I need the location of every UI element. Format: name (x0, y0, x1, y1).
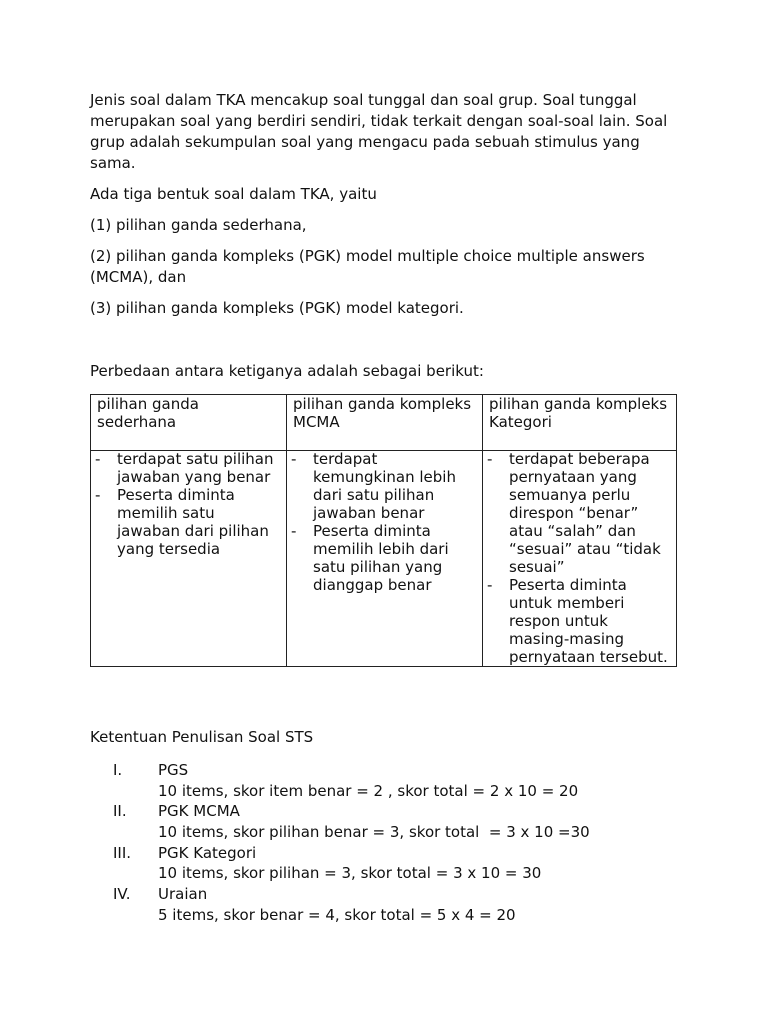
table-bullet-item (291, 450, 456, 522)
table-header-line: pilihan ganda kompleks (293, 395, 472, 413)
table-bullet-line: satu pilihan yang (313, 558, 443, 576)
table-header-line: Kategori (489, 413, 552, 431)
comparison-table (90, 394, 677, 667)
bullet-marker: - (487, 576, 493, 594)
rules-title (90, 727, 313, 748)
rules-item-detail: 5 items, skor benar = 4, skor total = 5 x 4 = 20 (158, 905, 516, 924)
rules-item-name: Uraian (158, 885, 208, 904)
rules-item (90, 760, 590, 801)
rules-list (90, 760, 590, 926)
table-header-simple (97, 395, 199, 431)
comparison-intro (90, 361, 484, 382)
rules-item-name: PGK Kategori (158, 843, 257, 862)
rules-title-text: Ketentuan Penulisan Soal STS (90, 728, 314, 746)
table-bullet-item (95, 450, 273, 486)
form-item-1 (90, 215, 307, 236)
table-bullet-line: masing-masing (509, 630, 625, 648)
rules-item-numeral: I. (113, 761, 123, 779)
table-bullet-line: Peserta diminta (313, 522, 431, 540)
rules-item-detail: 10 items, skor pilihan = 3, skor total = 3 x 10 = 30 (158, 864, 542, 883)
form-item-line: (2) pilihan ganda kompleks (PGK) model multiple choice multiple answers (90, 247, 645, 265)
rules-item-name: PGS (158, 761, 189, 779)
comparison-intro-text: Perbedaan antara ketiganya adalah sebagai berikut: (90, 362, 484, 380)
rules-item-numeral: IV. (113, 885, 131, 904)
table-bullet-line: semuanya perlu (509, 486, 631, 504)
rules-item-numeral: II. (113, 802, 127, 821)
intro-line: grup adalah sekumpulan soal yang mengacu pada sebuah stimulus yang (90, 133, 640, 151)
intro-line: Jenis soal dalam TKA mencakup soal tunggal dan soal grup. Soal tunggal (90, 91, 637, 109)
rules-item (90, 843, 590, 884)
table-bullet-line: jawaban dari pilihan (117, 522, 269, 540)
form-item-3 (90, 298, 464, 319)
rules-item-detail: 10 items, skor item benar = 2 , skor total = 2 x 10 = 20 (158, 781, 579, 800)
table-bullet-line: pernyataan tersebut. (509, 648, 668, 666)
table-bullet-line: untuk memberi (509, 594, 625, 612)
table-header-line: MCMA (293, 413, 340, 431)
table-bullet-line: atau “salah” dan (509, 522, 636, 540)
table-bullet-line: Peserta diminta (509, 576, 627, 594)
table-bullet-item (291, 522, 456, 594)
table-bullet-item (95, 486, 273, 558)
table-bullet-line: memilih satu (117, 504, 215, 522)
table-bullet-line: memilih lebih dari (313, 540, 449, 558)
intro-line: merupakan soal yang berdiri sendiri, tidak terkait dengan soal-soal lain. Soal (90, 112, 668, 130)
table-bullet-line: “sesuai” atau “tidak (509, 540, 661, 558)
form-item-2 (90, 246, 645, 288)
table-bullet-line: terdapat beberapa (509, 450, 650, 468)
table-bullet-line: kemungkinan lebih (313, 468, 456, 486)
rules-item-numeral: III. (113, 843, 132, 862)
table-header-line: pilihan ganda kompleks (489, 395, 668, 413)
form-item-line: (MCMA), dan (90, 268, 187, 286)
table-header-line: pilihan ganda (97, 395, 199, 413)
form-item-line: (3) pilihan ganda kompleks (PGK) model kategori. (90, 299, 464, 317)
rules-item-detail: 10 items, skor pilihan benar = 3, skor total = 3 x 10 =30 (158, 823, 590, 842)
bullet-marker: - (487, 450, 493, 468)
table-bullet-line: terdapat satu pilihan (117, 450, 274, 468)
forms-intro (90, 184, 377, 205)
table-bullet-item (487, 450, 668, 576)
table-column-divider (482, 395, 483, 666)
intro-line: sama. (90, 154, 136, 172)
table-bullet-line: yang tersedia (117, 540, 221, 558)
table-header-mcma (293, 395, 471, 431)
table-cell-simple (95, 450, 273, 558)
table-bullet-line: dari satu pilihan (313, 486, 435, 504)
rules-item (90, 801, 590, 842)
table-bullet-line: jawaban yang benar (117, 468, 271, 486)
bullet-marker: - (95, 450, 101, 468)
forms-intro-text: Ada tiga bentuk soal dalam TKA, yaitu (90, 185, 377, 203)
rules-item-name: PGK MCMA (158, 802, 240, 821)
table-bullet-line: respon untuk (509, 612, 608, 630)
intro-paragraph (90, 90, 667, 174)
table-bullet-line: terdapat (313, 450, 378, 468)
table-column-divider (286, 395, 287, 666)
table-bullet-line: sesuai” (509, 558, 565, 576)
bullet-marker: - (291, 522, 297, 540)
form-item-line: (1) pilihan ganda sederhana, (90, 216, 307, 234)
table-bullet-item (487, 576, 668, 666)
bullet-marker: - (95, 486, 101, 504)
table-cell-mcma (291, 450, 456, 594)
table-cell-category (487, 450, 668, 666)
table-header-category (489, 395, 667, 431)
table-bullet-line: direspon “benar” (509, 504, 639, 522)
table-bullet-line: pernyataan yang (509, 468, 637, 486)
table-bullet-line: dianggap benar (313, 576, 432, 594)
bullet-marker: - (291, 450, 297, 468)
table-header-line: sederhana (97, 413, 177, 431)
rules-item (90, 884, 590, 925)
table-bullet-line: Peserta diminta (117, 486, 235, 504)
table-bullet-line: jawaban benar (313, 504, 425, 522)
